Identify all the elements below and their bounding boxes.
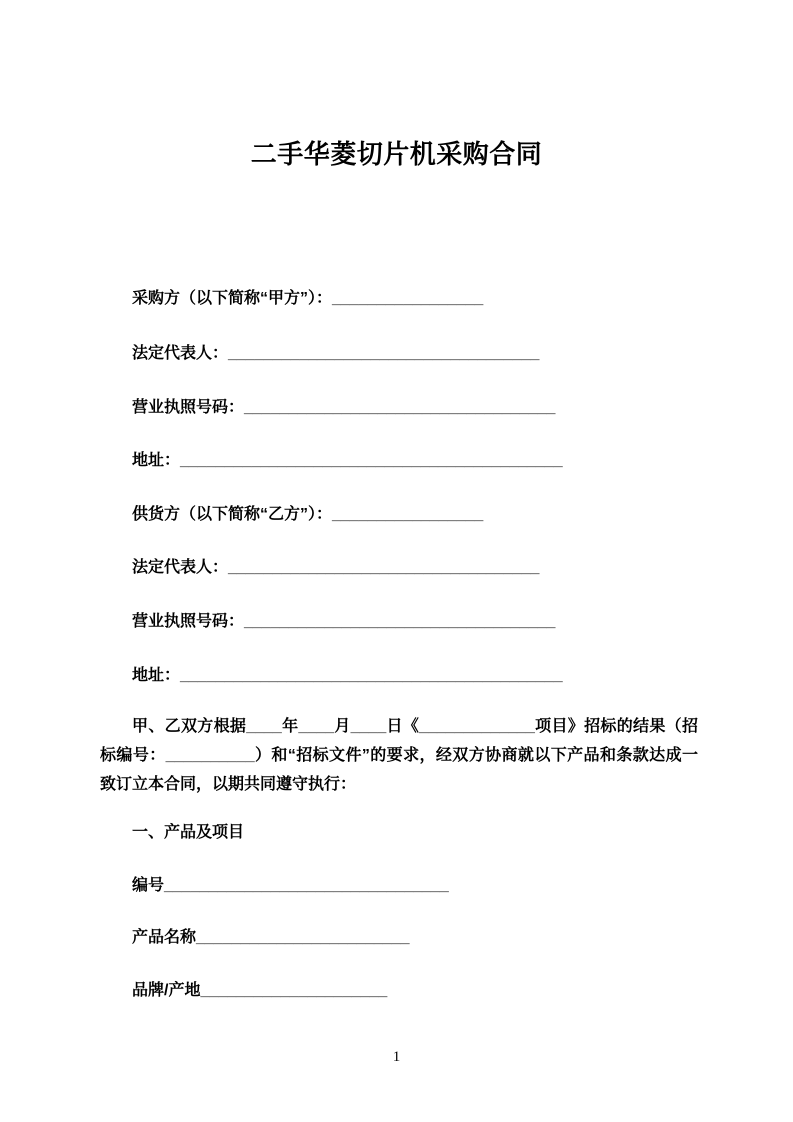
buyer-name-line: 采购方（以下简称“甲方”）：_________________ <box>132 290 484 307</box>
product-number-line: 编号________________________________ <box>132 877 449 894</box>
supplier-name-line: 供货方（以下简称“乙方”）：_________________ <box>132 506 484 523</box>
document-title: 二手华菱切片机采购合同 <box>250 139 543 169</box>
product-brand-origin-line: 品牌/产地_____________________ <box>132 982 388 999</box>
supplier-business-license-line: 营业执照号码：___________________________________ <box>132 613 556 630</box>
product-name-line: 产品名称________________________ <box>132 929 410 946</box>
buyer-address-line: 地址：___________________________________________ <box>132 452 563 469</box>
buyer-legal-representative-line: 法定代表人：___________________________________ <box>132 345 540 362</box>
page-number: 1 <box>392 1049 401 1065</box>
section-1-heading: 一、产品及项目 <box>132 824 245 841</box>
supplier-legal-representative-line: 法定代表人：___________________________________ <box>132 559 540 576</box>
buyer-business-license-line: 营业执照号码：___________________________________ <box>132 399 556 416</box>
intro-paragraph: 甲、乙双方根据____年____月____日《_____________项目》招标的结果（招标编号：__________）和“招标文件”的要求，经双方协商就以下产品和条款达成一致订立本合同，以期共同遵守执行： <box>100 718 698 793</box>
supplier-address-line: 地址：___________________________________________ <box>132 667 563 684</box>
